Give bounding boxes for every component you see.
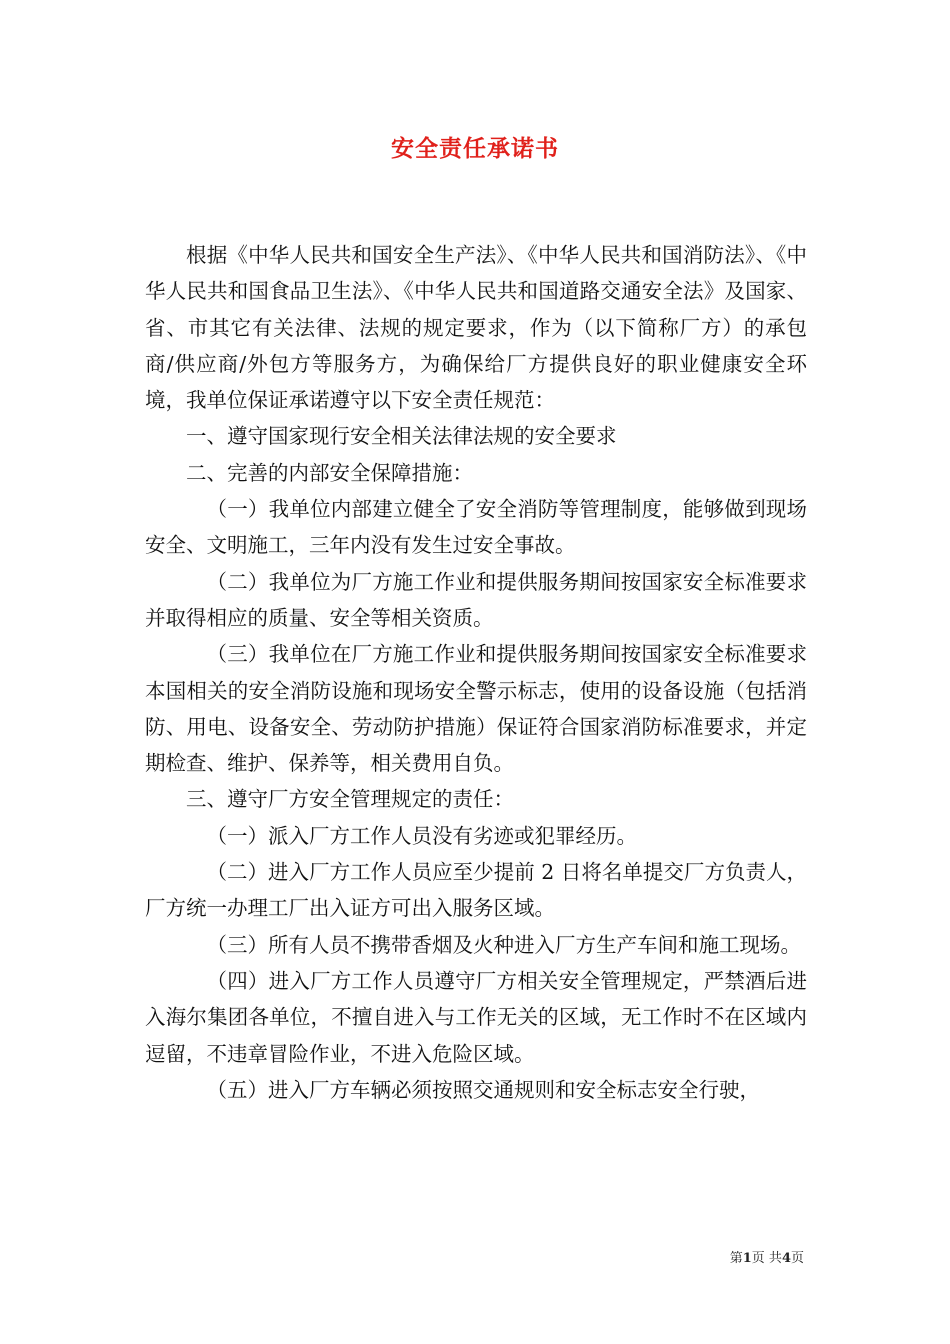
page-number-total: 4 [781, 1251, 791, 1266]
paragraph-section-3: 三、遵守厂方安全管理规定的责任： [186, 787, 514, 812]
paragraph-section-2-item-3: （三）我单位在厂方施工作业和提供服务期间按国家安全标准要求本国相关的安全消防设施和现场安全警示标志，使用的设备设施（包括消防、用电、设备安全、劳动防护措施）保证符合国家消防标准要求，并定期检查、维护、保养等，相关费用自负。 [145, 642, 807, 776]
paragraph-section-1: 一、遵守国家现行安全相关法律法规的安全要求 [186, 424, 617, 449]
page-number-suffix: 页 [790, 1251, 804, 1266]
paragraph-section-2: 二、完善的内部安全保障措施： [186, 460, 473, 485]
document-title: 安全责任承诺书 [391, 135, 559, 162]
paragraph-section-2-item-1: （一）我单位内部建立健全了安全消防等管理制度，能够做到现场安全、文明施工，三年内没有发生过安全事故。 [145, 497, 807, 558]
paragraph-section-3-item-5: （五）进入厂方车辆必须按照交通规则和安全标志安全行驶， [206, 1077, 760, 1102]
page-number-current: 1 [742, 1251, 752, 1266]
document-body [145, 237, 807, 1108]
page-number-middle: 页 共 [751, 1251, 782, 1266]
paragraph-section-3-item-2: （二）进入厂方工作人员应至少提前 2 日将名单提交厂方负责人，厂方统一办理工厂出入证方可出入服务区域。 [145, 860, 807, 921]
paragraph-intro: 根据《中华人民共和国安全生产法》、《中华人民共和国消防法》、《中华人民共和国食品卫生法》、《中华人民共和国道路交通安全法》及国家、省、市其它有关法律、法规的规定要求，作为（以下简称厂方）的承包商/供应商/外包方等服务方，为确保给厂方提供良好的职业健康安全环境，我单位保证承诺遵守以下安全责任规范： [145, 243, 807, 413]
page-number [730, 1250, 804, 1268]
paragraph-section-2-item-2: （二）我单位为厂方施工作业和提供服务期间按国家安全标准要求并取得相应的质量、安全等相关资质。 [145, 569, 807, 630]
paragraph-section-3-item-1: （一）派入厂方工作人员没有劣迹或犯罪经历。 [206, 823, 637, 848]
paragraph-section-3-item-4: （四）进入厂方工作人员遵守厂方相关安全管理规定，严禁酒后进入海尔集团各单位，不擅自进入与工作无关的区域，无工作时不在区域内逗留，不违章冒险作业，不进入危险区域。 [145, 968, 807, 1066]
paragraph-section-3-item-3: （三）所有人员不携带香烟及火种进入厂方生产车间和施工现场。 [206, 932, 801, 957]
page-number-prefix: 第 [729, 1251, 743, 1266]
